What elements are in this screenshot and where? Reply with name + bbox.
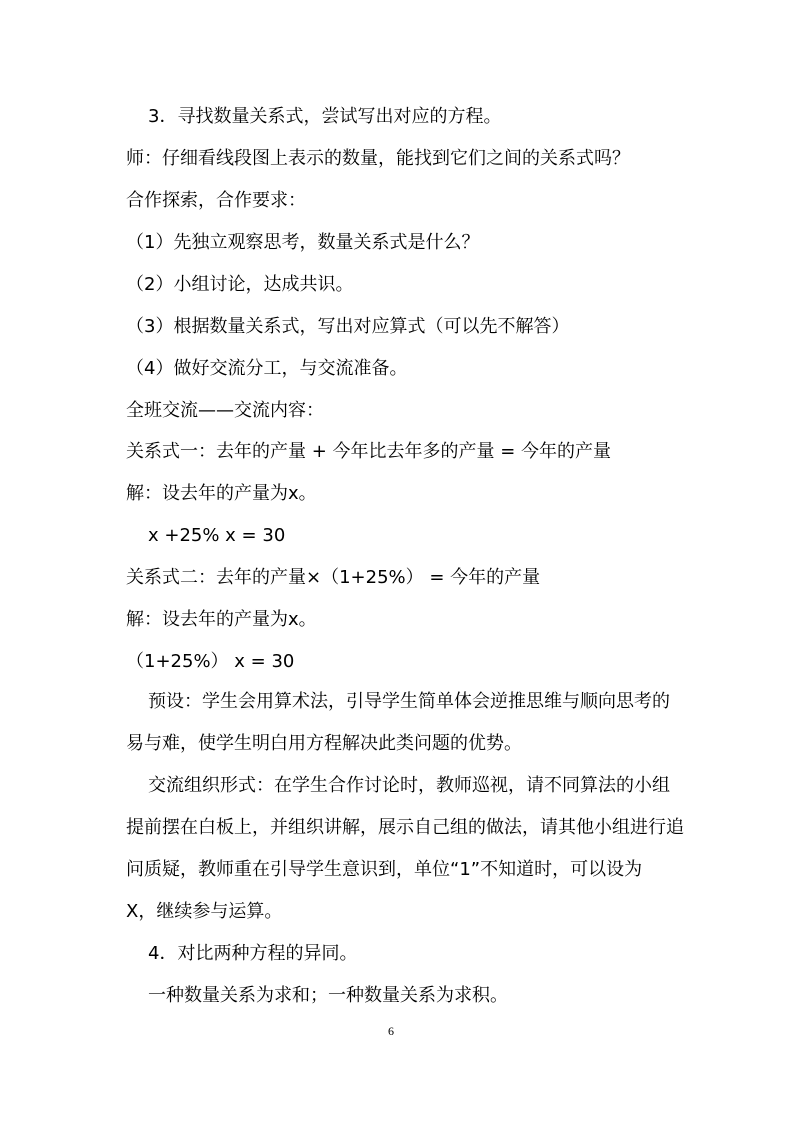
text-line: 解：设去年的产量为x。 (126, 483, 317, 504)
paragraph-line: X，继续参与运算。 (126, 901, 283, 922)
text-line: 师：仔细看线段图上表示的数量，能找到它们之间的关系式吗？ (126, 148, 630, 169)
paragraph-line: 易与难，使学生明白用方程解决此类问题的优势。 (126, 733, 522, 754)
equation-1: x +25% x = 30 (148, 525, 286, 546)
list-item: （1）先独立观察思考，数量关系式是什么？ (126, 232, 480, 253)
equation-2: （1+25%） x = 30 (126, 651, 295, 672)
text-line: 解：设去年的产量为x。 (126, 609, 317, 630)
list-item: （4）做好交流分工，与交流准备。 (126, 358, 408, 379)
text-line: 一种数量关系为求和；一种数量关系为求积。 (148, 985, 508, 1006)
section-heading-4: 4．对比两种方程的异同。 (148, 943, 358, 964)
text-line: 合作探索，合作要求： (126, 190, 306, 211)
text-line: 全班交流——交流内容： (126, 400, 324, 421)
formula-relation-1: 关系式一：去年的产量 + 今年比去年多的产量 = 今年的产量 (126, 441, 612, 462)
list-item: （3）根据数量关系式，写出对应算式（可以先不解答） (126, 316, 570, 337)
paragraph-line: 提前摆在白板上，并组织讲解，展示自己组的做法，请其他小组进行追 (126, 817, 684, 838)
section-heading-3: 3．寻找数量关系式，尝试写出对应的方程。 (148, 106, 502, 127)
page-number: 6 (388, 1024, 394, 1038)
list-item: （2）小组讨论，达成共识。 (126, 274, 354, 295)
paragraph-line: 预设：学生会用算术法，引导学生简单体会逆推思维与顺向思考的 (148, 691, 670, 712)
paragraph-line: 交流组织形式：在学生合作讨论时，教师巡视，请不同算法的小组 (148, 775, 670, 796)
paragraph-line: 问质疑，教师重在引导学生意识到，单位“1”不知道时，可以设为 (126, 859, 643, 880)
formula-relation-2: 关系式二：去年的产量×（1+25%） = 今年的产量 (126, 567, 541, 588)
